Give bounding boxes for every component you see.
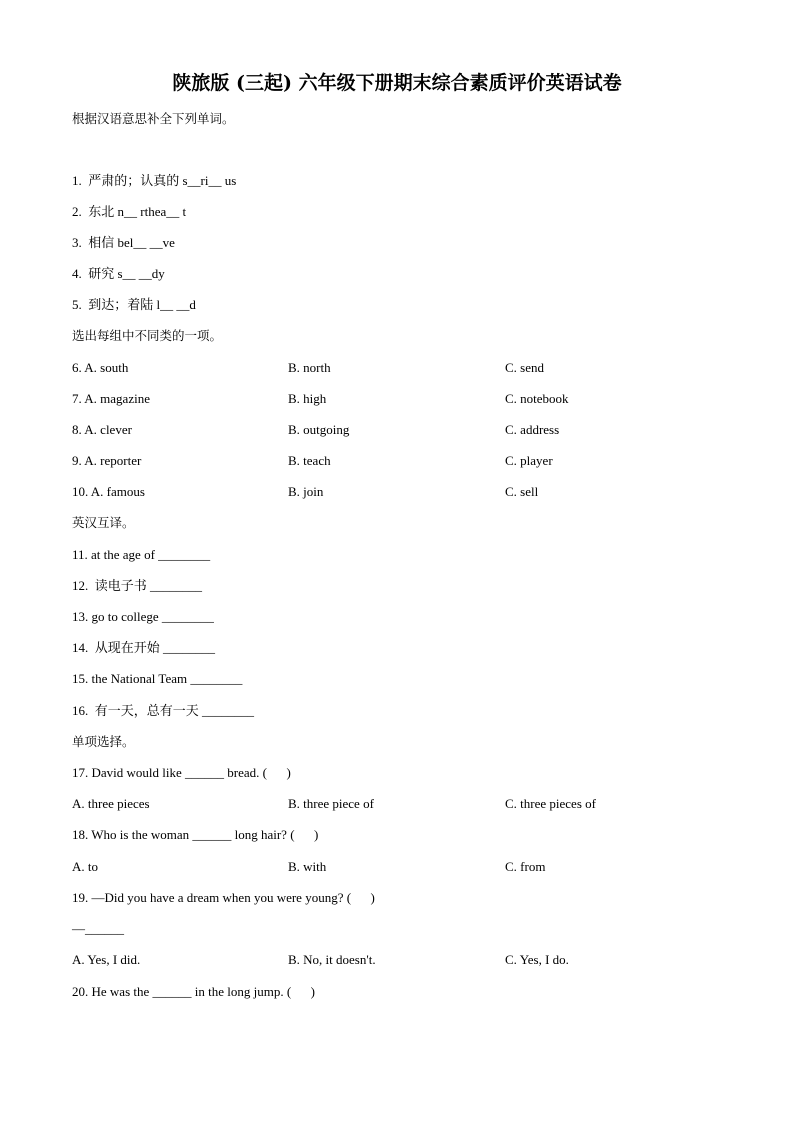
question-16: 16. 有一天，总有一天 ________ xyxy=(72,703,255,718)
option-c: C. send xyxy=(505,360,544,375)
option-c: C. from xyxy=(505,859,546,874)
question-5: 5. 到达；着陆 l__ __d xyxy=(72,297,196,312)
option-a: 9. A. reporter xyxy=(72,453,142,468)
section-heading-translation: 英汉互译。 xyxy=(72,515,135,530)
option-a: A. three pieces xyxy=(72,796,150,811)
option-c: C. player xyxy=(505,453,553,468)
option-a: 8. A. clever xyxy=(72,422,132,437)
option-b: B. three piece of xyxy=(288,796,374,811)
option-a: A. Yes, I did. xyxy=(72,952,141,967)
section-heading-multiple-choice: 单项选择。 xyxy=(72,734,135,749)
option-a: 6. A. south xyxy=(72,360,129,375)
option-b: B. north xyxy=(288,360,331,375)
option-b: B. teach xyxy=(288,453,331,468)
question-3: 3. 相信 bel__ __ve xyxy=(72,235,175,250)
question-13: 13. go to college ________ xyxy=(72,609,214,624)
question-18: 18. Who is the woman ______ long hair? ( ) xyxy=(72,827,319,842)
option-c: C. three pieces of xyxy=(505,796,596,811)
question-17: 17. David would like ______ bread. ( ) xyxy=(72,765,291,780)
page-title: 陕旅版 (三起) 六年级下册期末综合素质评价英语试卷 xyxy=(172,72,622,94)
question-15: 15. the National Team ________ xyxy=(72,671,243,686)
question-14: 14. 从现在开始 ________ xyxy=(72,640,216,655)
question-19-answer-blank: —______ xyxy=(72,921,124,936)
option-b: B. high xyxy=(288,391,327,406)
option-b: B. with xyxy=(288,859,327,874)
option-c: C. address xyxy=(505,422,560,437)
question-19: 19. —Did you have a dream when you were young? ( ) xyxy=(72,890,375,905)
option-c: C. notebook xyxy=(505,391,569,406)
option-a: A. to xyxy=(72,859,98,874)
option-b: B. outgoing xyxy=(288,422,350,437)
question-12: 12. 读电子书 ________ xyxy=(72,578,203,593)
option-c: C. Yes, I do. xyxy=(505,952,569,967)
option-b: B. No, it doesn't. xyxy=(288,952,376,967)
option-a: 7. A. magazine xyxy=(72,391,150,406)
option-a: 10. A. famous xyxy=(72,484,145,499)
question-4: 4. 研究 s__ __dy xyxy=(72,266,165,281)
section-heading-fill-words: 根据汉语意思补全下列单词。 xyxy=(72,111,235,126)
option-c: C. sell xyxy=(505,484,539,499)
question-11: 11. at the age of ________ xyxy=(72,547,211,562)
question-20: 20. He was the ______ in the long jump. ( ) xyxy=(72,984,315,999)
option-b: B. join xyxy=(288,484,324,499)
section-heading-odd-one-out: 选出每组中不同类的一项。 xyxy=(72,328,223,343)
question-1: 1. 严肃的；认真的 s__ri__ us xyxy=(72,173,237,188)
question-2: 2. 东北 n__ rthea__ t xyxy=(72,204,187,219)
